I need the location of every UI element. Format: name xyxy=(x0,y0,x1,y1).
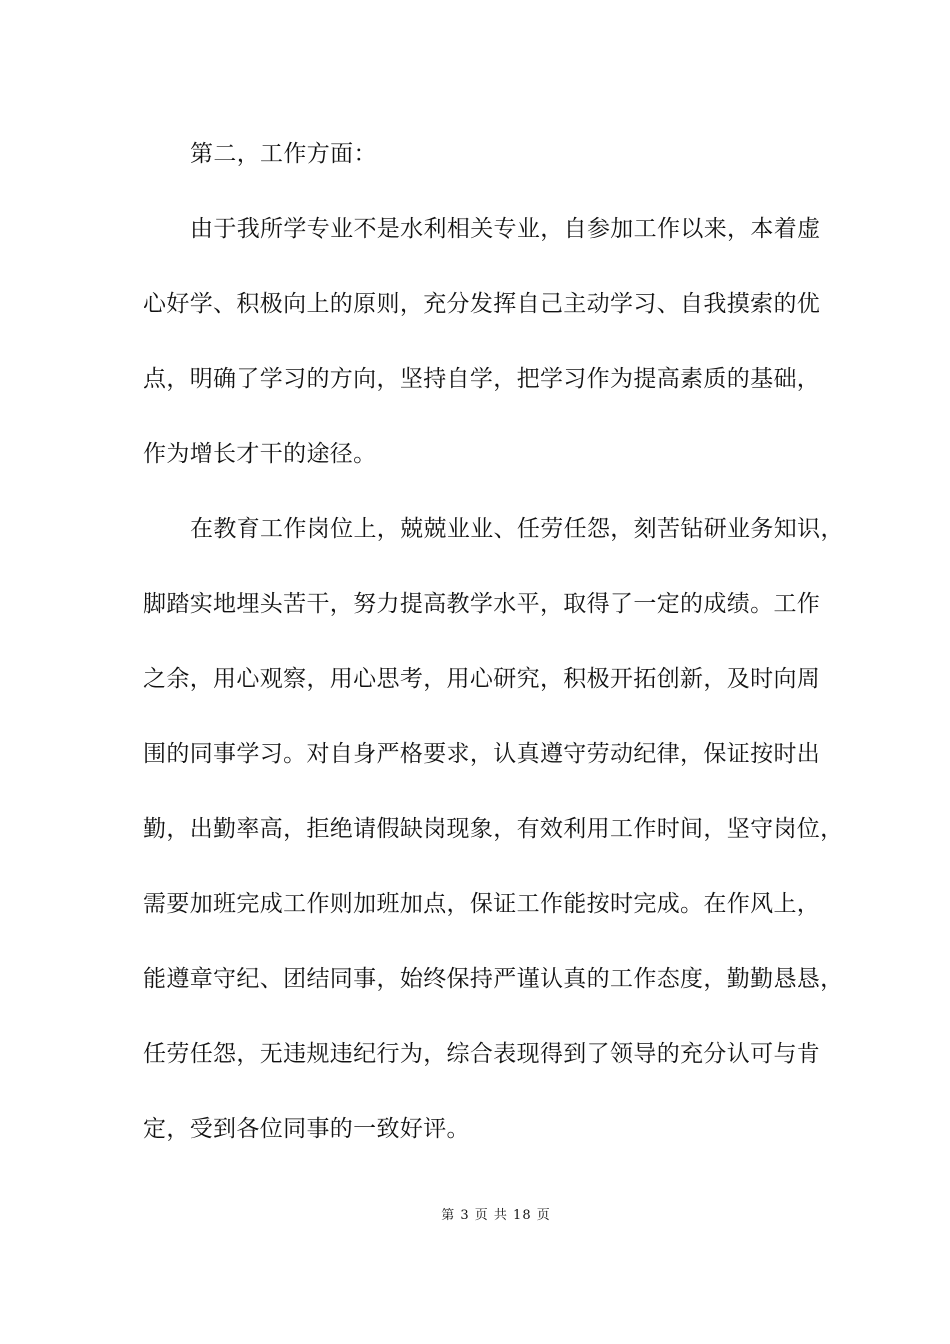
paragraph-2-line-3: 之余，用心观察，用心思考，用心研究，积极开拓创新，及时向周 xyxy=(143,666,821,692)
paragraph-2-line-9: 定，受到各位同事的一致好评。 xyxy=(143,1116,470,1142)
paragraph-2-line-4: 围的同事学习。对自身严格要求，认真遵守劳动纪律，保证按时出 xyxy=(143,741,821,767)
section-heading: 第二，工作方面： xyxy=(190,141,377,167)
paragraph-2-line-1: 在教育工作岗位上，兢兢业业、任劳任怨，刻苦钻研业务知识， xyxy=(190,516,844,542)
paragraph-2-line-5: 勤，出勤率高，拒绝请假缺岗现象，有效利用工作时间，坚守岗位， xyxy=(143,816,844,842)
paragraph-2-line-8: 任劳任怨，无违规违纪行为，综合表现得到了领导的充分认可与肯 xyxy=(143,1041,821,1067)
paragraph-1-line-2: 心好学、积极向上的原则，充分发挥自己主动学习、自我摸索的优 xyxy=(143,291,821,317)
paragraph-1-line-3: 点，明确了学习的方向，坚持自学，把学习作为提高素质的基础， xyxy=(143,366,821,392)
paragraph-2-line-6: 需要加班完成工作则加班加点，保证工作能按时完成。在作风上， xyxy=(143,891,821,917)
page-number-footer: 第 3 页 共 18 页 xyxy=(441,1208,551,1223)
paragraph-1-line-1: 由于我所学专业不是水利相关专业，自参加工作以来，本着虚 xyxy=(190,216,821,242)
paragraph-2-line-7: 能遵章守纪、团结同事，始终保持严谨认真的工作态度，勤勤恳恳， xyxy=(143,966,844,992)
paragraph-1-line-4: 作为增长才干的途径。 xyxy=(143,441,377,467)
paragraph-2-line-2: 脚踏实地埋头苦干，努力提高教学水平，取得了一定的成绩。工作 xyxy=(143,591,821,617)
